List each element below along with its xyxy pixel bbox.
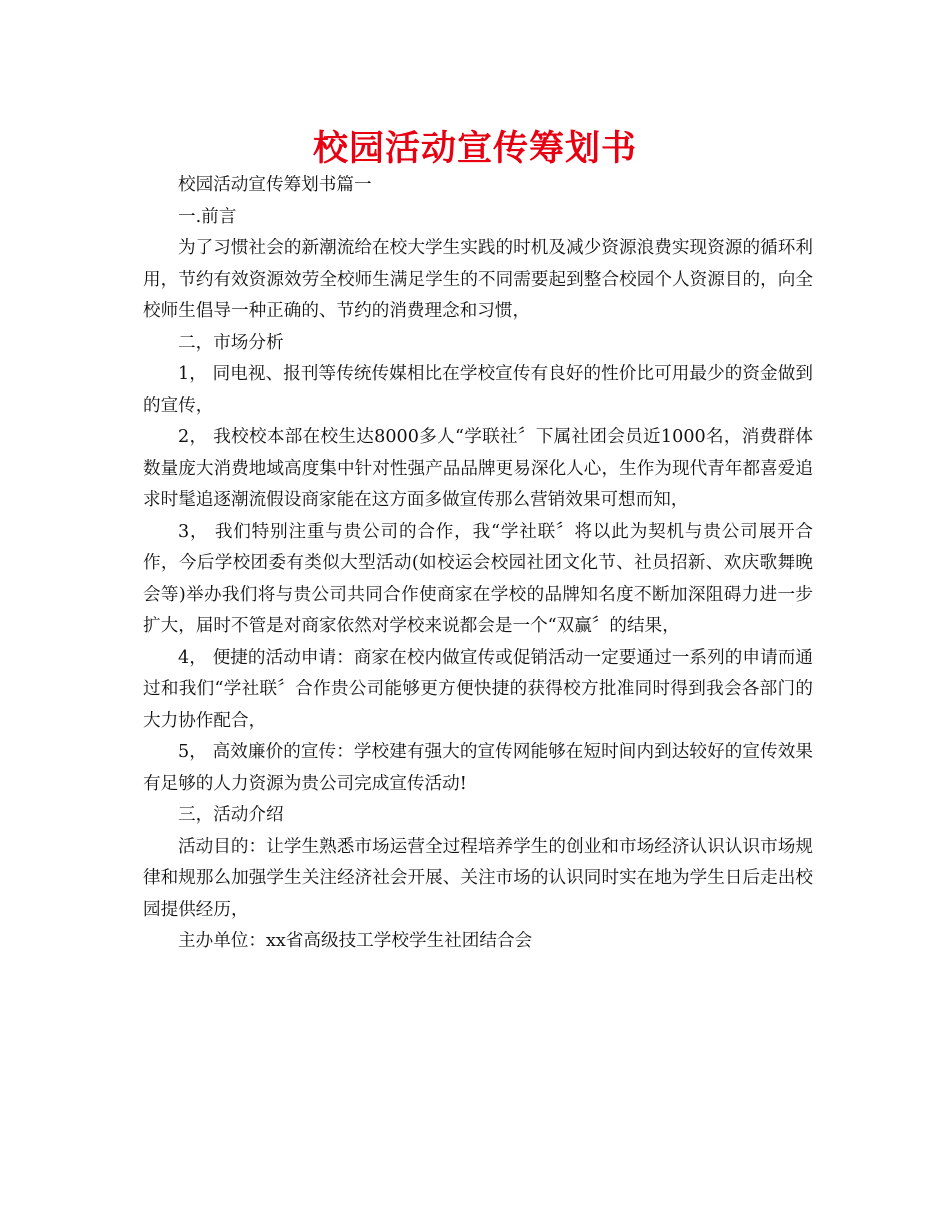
document-body xyxy=(143,170,813,958)
paragraph-preface-text: 为了习惯社会的新潮流给在校大学生实践的时机及减少资源浪费实现资源的循环利用，节约有效资源效劳全校师生满足学生的不同需要起到整合校园个人资源目的，向全校师生倡导一种正确的、节约的消费理念和习惯， xyxy=(143,238,813,321)
paragraph-market-point-2: 2， 我校校本部在校生达8000多人“学联社〞下属社团会员近1000名，消费群体数量庞大消费地域高度集中针对性强产品品牌更易深化人心，生作为现代青年都喜爱追求时髦追逐潮流假设商家能在这方面多做宣传那么营销效果可想而知， xyxy=(143,427,813,510)
paragraph-heading-activity-intro: 三，活动介绍 xyxy=(178,805,284,825)
paragraph-market-point-1: 1， 同电视、报刊等传统传媒相比在学校宣传有良好的性价比可用最少的资金做到的宣传， xyxy=(143,364,813,416)
paragraph-activity-purpose: 活动目的：让学生熟悉市场运营全过程培养学生的创业和市场经济认识认识市场规律和规那么加强学生关注经济社会开展、关注市场的认识同时实在地为学生日后走出校园提供经历， xyxy=(143,836,813,920)
paragraph-heading-preface: 一.前言 xyxy=(178,206,237,227)
paragraph-organizer: 主办单位：xx省高级技工学校学生社团结合会 xyxy=(178,931,533,951)
paragraph-subtitle: 校园活动宣传筹划书篇一 xyxy=(178,175,372,195)
paragraph-market-point-5: 5， 高效廉价的宣传：学校建有强大的宣传网能够在短时间内到达较好的宣传效果有足够的人力资源为贵公司完成宣传活动! xyxy=(143,742,813,794)
paragraph-market-point-3: 3， 我们特别注重与贵公司的合作，我“学社联〞将以此为契机与贵公司展开合作，今后学校团委有类似大型活动(如校运会校园社团文化节、社员招新、欢庆歌舞晚会等)举办我们将与贵公司共同合作使商家在学校的品牌知名度不断加深阻碍力进一步扩大，届时不管是对商家依然对学校来说都会是一个“双赢〞的结果， xyxy=(143,521,813,636)
paragraph-heading-market-analysis: 二，市场分析 xyxy=(178,332,284,353)
document-title: 校园活动宣传筹划书 xyxy=(312,129,637,169)
paragraph-market-point-4: 4， 便捷的活动申请：商家在校内做宣传或促销活动一定要通过一系列的申请而通过和我们“学社联〞合作贵公司能够更方便快捷的获得校方批准同时得到我会各部门的大力协作配合， xyxy=(143,647,813,731)
